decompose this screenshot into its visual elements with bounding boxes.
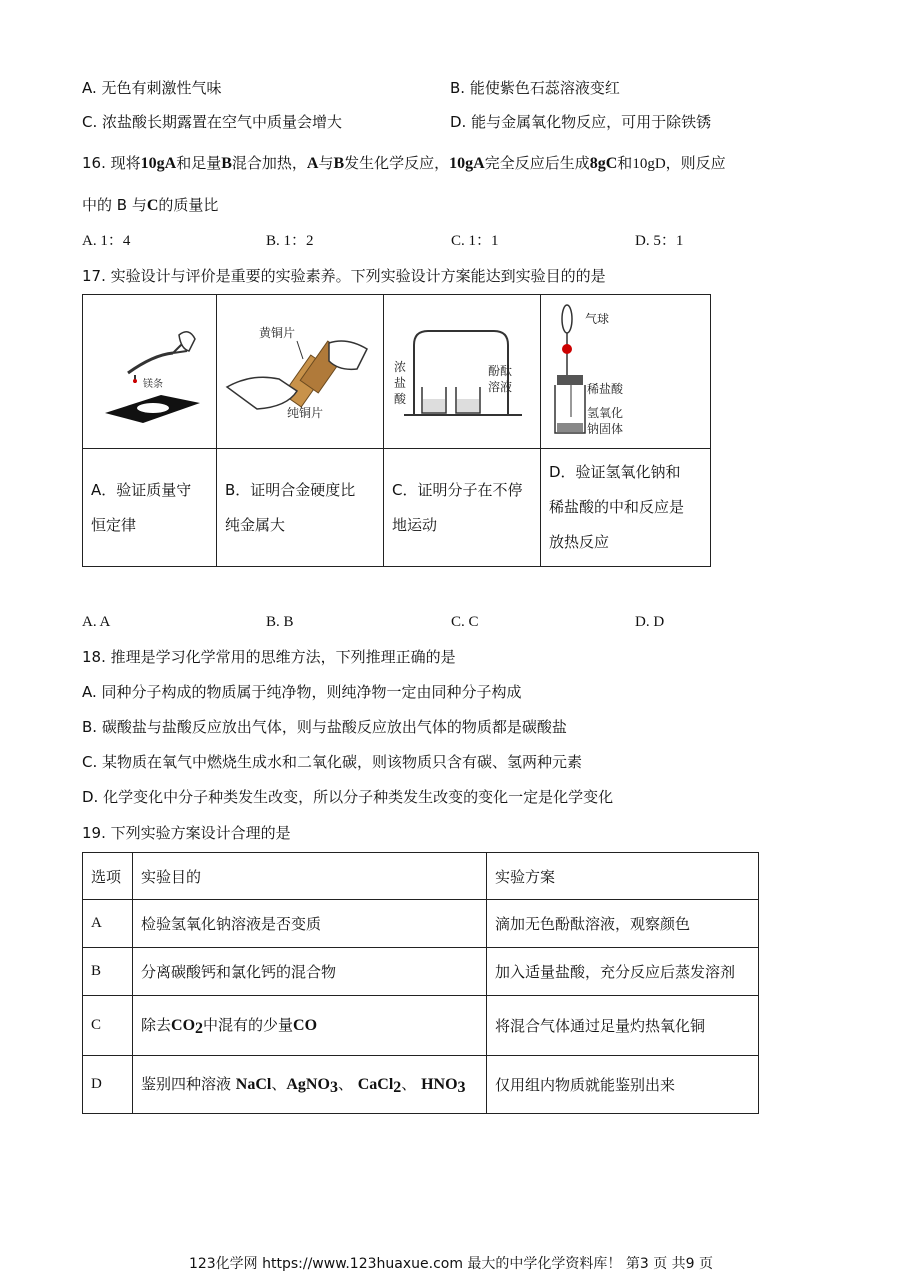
- q16-text: 混合加热，: [231, 154, 307, 172]
- formula-subscript: 3: [329, 1078, 338, 1096]
- caption-line: 地运动: [392, 515, 438, 534]
- caption-line: 稀盐酸的中和反应是: [549, 498, 685, 516]
- q16-mass: 10gA: [140, 155, 177, 172]
- phenol-label-1: 酚酞: [488, 364, 513, 378]
- q19-header-option: 选项: [83, 853, 133, 900]
- goal-text: 除去: [141, 1015, 172, 1034]
- copper-label: 纯铜片: [287, 406, 324, 420]
- q16-stem-line2: [82, 195, 218, 216]
- q17-option-a: A. A: [82, 614, 111, 630]
- q19-row-d-option: D: [83, 1056, 133, 1114]
- separator: 、: [337, 1074, 353, 1093]
- q16-symbol: C: [146, 197, 159, 214]
- q15-option-c: C. 浓盐酸长期露置在空气中质量会增大: [82, 113, 343, 131]
- molecule-diffusion-illustration: [384, 295, 540, 448]
- formula-subscript: 3: [457, 1078, 466, 1096]
- formula-hno3: HNO: [421, 1075, 458, 1093]
- formula-cacl2: CaCl: [357, 1075, 394, 1093]
- q19-row-b-plan: 加入适量盐酸，充分反应后蒸发溶剂: [487, 948, 759, 996]
- q17-image-c: [384, 295, 541, 449]
- q16-option-c: C. 1：1: [451, 233, 499, 249]
- q18-option-a: A. 同种分子构成的物质属于纯净物，则纯净物一定由同种分子构成: [82, 683, 522, 701]
- q16-text: 发生化学反应，: [344, 154, 450, 172]
- formula-subscript: 2: [393, 1078, 402, 1096]
- formula-nacl: NaCl: [235, 1075, 272, 1093]
- hcl-label-3: 酸: [394, 392, 407, 406]
- q17-option-c: C. C: [451, 614, 479, 630]
- q16-text: 中的 B 与: [82, 196, 147, 214]
- q19-table: [82, 852, 759, 1114]
- q18-option-b: B. 碳酸盐与盐酸反应放出气体，则与盐酸反应放出气体的物质都是碳酸盐: [82, 718, 567, 736]
- q19-row-b-option: B: [83, 948, 133, 996]
- q17-table: [82, 294, 711, 567]
- q16-mass: 10gD: [632, 156, 666, 172]
- hcl-label-2: 盐: [394, 376, 407, 390]
- q19-row-b-goal: 分离碳酸钙和氯化钙的混合物: [133, 948, 487, 996]
- caption-line: 放热反应: [549, 533, 610, 551]
- formula-co2: CO: [171, 1016, 196, 1034]
- q16-text: 和: [617, 154, 633, 172]
- q19-header-goal: 实验目的: [133, 853, 487, 900]
- naoh-label-1: 氢氧化: [587, 406, 624, 420]
- naoh-label-2: 钠固体: [587, 422, 624, 436]
- q19-row-d-plan: 仅用组内物质就能鉴别出来: [487, 1056, 759, 1114]
- q15-option-a: A. 无色有刺激性气味: [82, 79, 222, 97]
- q16-symbol: A: [306, 155, 319, 172]
- q16-mass: 8gC: [589, 155, 618, 172]
- q19-header-plan: 实验方案: [487, 853, 759, 900]
- goal-text: 鉴别四种溶液: [141, 1074, 232, 1093]
- q17-caption-c: [384, 449, 541, 567]
- q15-option-b: B. 能使紫色石蕊溶液变红: [450, 79, 620, 97]
- q16-text: 完全反应后生成: [484, 154, 590, 172]
- magnesium-burning-illustration: [83, 295, 216, 448]
- q19-stem: 19. 下列实验方案设计合理的是: [82, 824, 291, 842]
- separator: 、: [271, 1074, 287, 1093]
- q18-option-c: C. 某物质在氧气中燃烧生成水和二氧化碳，则该物质只含有碳、氢两种元素: [82, 753, 583, 771]
- q19-row-c-goal: [133, 996, 487, 1056]
- q16-mass: 10gA: [449, 155, 485, 172]
- caption-line: C．证明分子在不停: [392, 480, 523, 499]
- caption-line: B．证明合金硬度比: [225, 480, 356, 499]
- q16-symbol: B: [333, 155, 345, 172]
- separator: 、: [401, 1074, 417, 1093]
- q18-stem: 18. 推理是学习化学常用的思维方法，下列推理正确的是: [82, 648, 456, 666]
- q17-caption-b: [217, 449, 384, 567]
- q16-symbol: B: [221, 155, 232, 172]
- metal-scratch-illustration: [217, 295, 383, 448]
- goal-text: 中混有的少量: [203, 1015, 294, 1034]
- formula-subscript: 2: [195, 1019, 204, 1037]
- balloon-label: 气球: [585, 312, 610, 326]
- q17-image-d: [541, 295, 711, 449]
- q15-option-d: D. 能与金属氧化物反应，可用于除铁锈: [450, 113, 712, 131]
- caption-line: A．验证质量守: [91, 480, 192, 499]
- q16-text: ，则反应: [665, 154, 726, 172]
- q19-row-a-plan: 滴加无色酚酞溶液，观察颜色: [487, 900, 759, 948]
- q19-row-a-goal: 检验氢氧化钠溶液是否变质: [133, 900, 487, 948]
- q17-image-b: [217, 295, 384, 449]
- q19-row-d-goal: [133, 1056, 487, 1114]
- formula-co: CO: [293, 1016, 318, 1034]
- q16-option-d: D. 5：1: [635, 233, 684, 249]
- q16-text: 的质量比: [158, 196, 219, 214]
- q17-caption-d: [541, 449, 711, 567]
- formula-agno3: AgNO: [286, 1075, 330, 1093]
- q16-text: 与: [318, 154, 334, 172]
- caption-line: 恒定律: [91, 515, 137, 534]
- q16-option-b: B. 1：2: [266, 233, 314, 249]
- q17-stem: 17. 实验设计与评价是重要的实验素养。下列实验设计方案能达到实验目的的是: [82, 267, 606, 285]
- page-footer: 123化学网 https://www.123huaxue.com 最大的中学化学资料库！ 第3 页 共9 页: [188, 1256, 714, 1272]
- q17-image-a: [83, 295, 217, 449]
- q17-option-b: B. B: [266, 614, 294, 630]
- q16-option-a: A. 1：4: [82, 233, 131, 249]
- q16-stem: [82, 153, 726, 174]
- q19-row-c-plan: 将混合气体通过足量灼热氧化铜: [487, 996, 759, 1056]
- caption-line: 纯金属大: [225, 515, 286, 534]
- q16-text: 16. 现将: [82, 154, 141, 172]
- q16-text: 和足量: [176, 154, 222, 172]
- neutralization-heat-illustration: [541, 295, 710, 448]
- hcl-label-1: 浓: [394, 360, 407, 374]
- q19-row-a-option: A: [83, 900, 133, 948]
- q19-row-c-option: C: [83, 996, 133, 1056]
- magnesium-label: 镁条: [143, 379, 163, 390]
- q17-option-d: D. D: [635, 614, 665, 630]
- dilute-hcl-label: 稀盐酸: [587, 382, 624, 396]
- brass-label: 黄铜片: [259, 326, 296, 340]
- q18-option-d: D. 化学变化中分子种类发生改变，所以分子种类发生改变的变化一定是化学变化: [82, 788, 614, 806]
- phenol-label-2: 溶液: [488, 380, 513, 394]
- caption-line: D．验证氢氧化钠和: [549, 463, 681, 481]
- q17-caption-a: [83, 449, 217, 567]
